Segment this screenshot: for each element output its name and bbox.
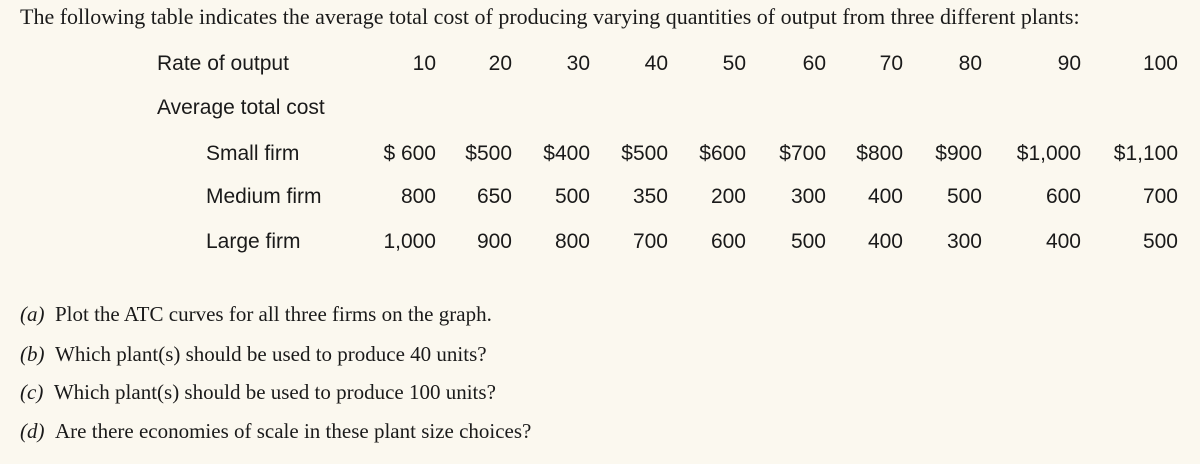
firm-label: Medium firm bbox=[206, 185, 322, 208]
output-quantity: 20 bbox=[488, 52, 512, 75]
cost-cell: 800 bbox=[400, 185, 436, 208]
cost-cell: $500 bbox=[465, 142, 512, 165]
output-quantity: 50 bbox=[722, 52, 746, 75]
output-quantity: 30 bbox=[566, 52, 590, 75]
output-quantity: 80 bbox=[958, 52, 982, 75]
question-item bbox=[20, 380, 496, 405]
cost-cell: 300 bbox=[946, 230, 982, 253]
average-total-cost-label: Average total cost bbox=[157, 96, 325, 119]
cost-cell: $400 bbox=[543, 142, 590, 165]
output-quantity: 100 bbox=[1142, 52, 1178, 75]
cost-cell: $800 bbox=[856, 142, 903, 165]
firm-label: Large firm bbox=[206, 230, 301, 253]
cost-cell: 500 bbox=[1142, 230, 1178, 253]
cost-cell: $ 600 bbox=[383, 142, 436, 165]
cost-cell: $1,000 bbox=[1016, 142, 1081, 165]
cost-cell: 700 bbox=[1142, 185, 1178, 208]
cost-cell: $900 bbox=[935, 142, 982, 165]
question-text: Which plant(s) should be used to produce 40 units? bbox=[55, 342, 487, 366]
intro-text: The following table indicates the average total cost of producing varying quantities of output from three different plants: bbox=[20, 4, 1080, 29]
output-quantity: 70 bbox=[879, 52, 903, 75]
cost-cell: 700 bbox=[632, 230, 668, 253]
output-quantity: 90 bbox=[1057, 52, 1081, 75]
cost-cell: $600 bbox=[699, 142, 746, 165]
question-label: (b) bbox=[20, 342, 45, 366]
question-item bbox=[20, 302, 492, 327]
output-quantity: 10 bbox=[412, 52, 436, 75]
cost-cell: 800 bbox=[554, 230, 590, 253]
firm-label: Small firm bbox=[206, 142, 300, 165]
cost-cell: 300 bbox=[790, 185, 826, 208]
question-item bbox=[20, 419, 531, 444]
cost-cell: 350 bbox=[632, 185, 668, 208]
cost-cell: $1,100 bbox=[1113, 142, 1178, 165]
cost-cell: 1,000 bbox=[383, 230, 436, 253]
cost-cell: 600 bbox=[1045, 185, 1081, 208]
cost-cell: 650 bbox=[476, 185, 512, 208]
cost-cell: 200 bbox=[710, 185, 746, 208]
cost-cell: 400 bbox=[1045, 230, 1081, 253]
cost-cell: $700 bbox=[779, 142, 826, 165]
cost-cell: 500 bbox=[790, 230, 826, 253]
cost-cell: 900 bbox=[476, 230, 512, 253]
question-label: (c) bbox=[20, 380, 44, 404]
cost-cell: 500 bbox=[554, 185, 590, 208]
cost-cell: $500 bbox=[621, 142, 668, 165]
question-text: Which plant(s) should be used to produce 100 units? bbox=[53, 380, 496, 404]
output-quantity: 40 bbox=[644, 52, 668, 75]
cost-cell: 600 bbox=[710, 230, 746, 253]
question-label: (a) bbox=[20, 302, 45, 326]
question-item bbox=[20, 342, 487, 367]
cost-cell: 500 bbox=[946, 185, 982, 208]
question-text: Are there economies of scale in these plant size choices? bbox=[55, 419, 532, 443]
cost-cell: 400 bbox=[867, 185, 903, 208]
output-quantity: 60 bbox=[802, 52, 826, 75]
question-text: Plot the ATC curves for all three firms on the graph. bbox=[55, 302, 492, 326]
rate-of-output-label: Rate of output bbox=[157, 52, 289, 75]
question-label: (d) bbox=[20, 419, 45, 443]
cost-cell: 400 bbox=[867, 230, 903, 253]
